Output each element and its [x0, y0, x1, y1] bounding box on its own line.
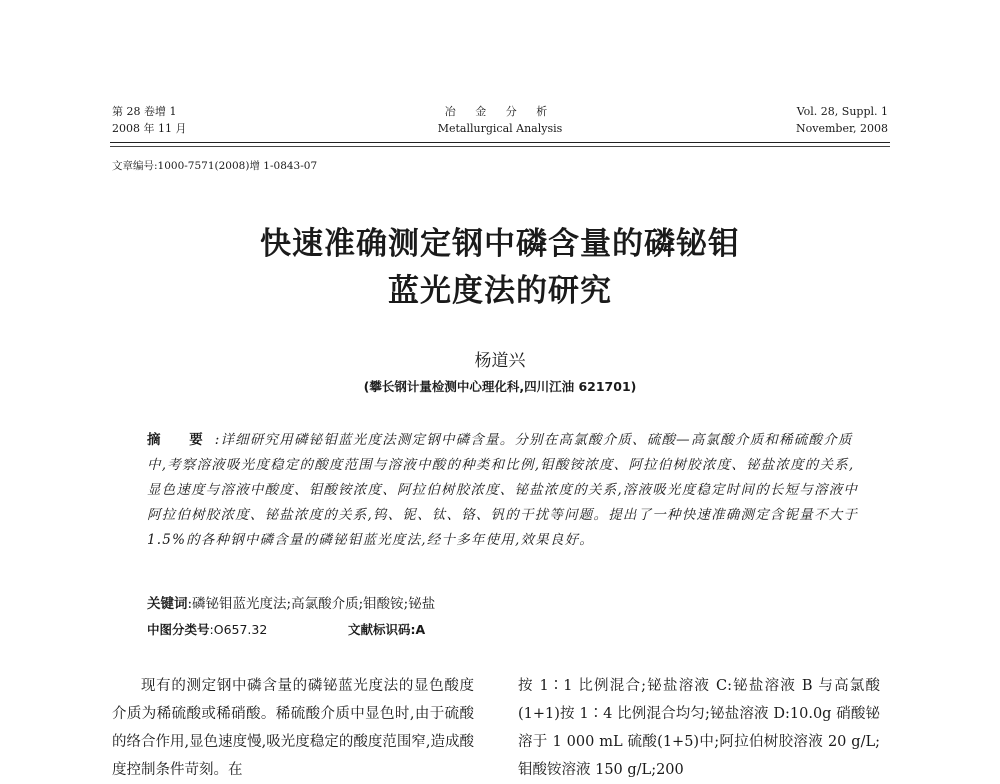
volume-issue-en: Vol. 28, Suppl. 1 — [796, 105, 888, 118]
issue-date-en: November, 2008 — [796, 122, 888, 135]
document-code-value: :A — [410, 622, 426, 637]
keywords-label: 关键词 — [147, 596, 188, 612]
title-line-2: 蓝光度法的研究 — [388, 273, 612, 309]
clc-label: 中图分类号 — [147, 622, 210, 637]
body-paragraph: 现有的测定钢中磷含量的磷铋蓝光度法的显色酸度介质为稀硫酸或稀硝酸。稀硫酸介质中显色时,由于硫酸的络合作用,显色速度慢,吸光度稳定的酸度范围窄,造成酸度控制条件苛刻。在 — [112, 678, 474, 778]
body-paragraph: 按 1∶1 比例混合;铋盐溶液 C:铋盐溶液 B 与高氯酸(1+1)按 1∶4 比例混合均匀;铋盐溶液 D:10.0g 硝酸铋溶于 1 000 mL 硫酸(1+5)中;阿拉伯树胶溶液 20 g/L;钼酸铵溶液 150 g/L;200 — [518, 678, 880, 778]
article-number: 文章编号:1000-7571(2008)增 1-0843-07 — [112, 160, 318, 172]
title-line-1: 快速准确测定钢中磷含量的磷铋钼 — [260, 226, 740, 262]
journal-name-cn: 冶 金 分 析 — [444, 105, 556, 118]
keywords — [147, 592, 435, 612]
issue-date: 2008 年 11 月 — [112, 122, 187, 135]
header-rule-thin — [110, 146, 890, 147]
keywords-text: :磷铋钼蓝光度法;高氯酸介质;钼酸铵;铋盐 — [187, 596, 436, 612]
abstract-text: :详细研究用磷铋钼蓝光度法测定钢中磷含量。分别在高氯酸介质、硫酸—高氯酸介质和稀硫酸介质中,考察溶液吸光度稳定的酸度范围与溶液中酸的种类和比例,钼酸铵浓度、阿拉伯树胶浓度、铋盐浓度的关系,显色速度与溶液中酸度、钼酸铵浓度、阿拉伯树胶浓度、铋盐浓度的关系,溶液吸光度稳定时间的长短与溶液中阿拉伯树胶浓度、铋盐浓度的关系,钨、铌、钛、铬、钒的干扰等问题。提出了一种快速准确测定含铌量不大于 1.5%的各种钢中磷含量的磷铋钼蓝光度法,经十多年使用,效果良好。 — [147, 432, 859, 548]
journal-volume-info-en — [796, 103, 888, 137]
journal-name-en: Metallurgical Analysis — [437, 122, 563, 135]
body-column-left — [112, 672, 474, 784]
body-column-right — [518, 672, 880, 784]
volume-issue: 第 28 卷增 1 — [112, 105, 177, 118]
author: 杨道兴 — [474, 351, 526, 371]
clc-value: :O657.32 — [209, 622, 268, 637]
clc-number — [147, 620, 267, 638]
document-code — [348, 620, 425, 638]
abstract — [147, 428, 859, 553]
document-code-label: 文献标识码 — [348, 622, 411, 637]
header-rule-thick — [110, 142, 890, 143]
affiliation: (攀长钢计量检测中心理化科,四川江油 621701) — [363, 379, 637, 394]
abstract-label: 摘 要 — [147, 432, 215, 448]
